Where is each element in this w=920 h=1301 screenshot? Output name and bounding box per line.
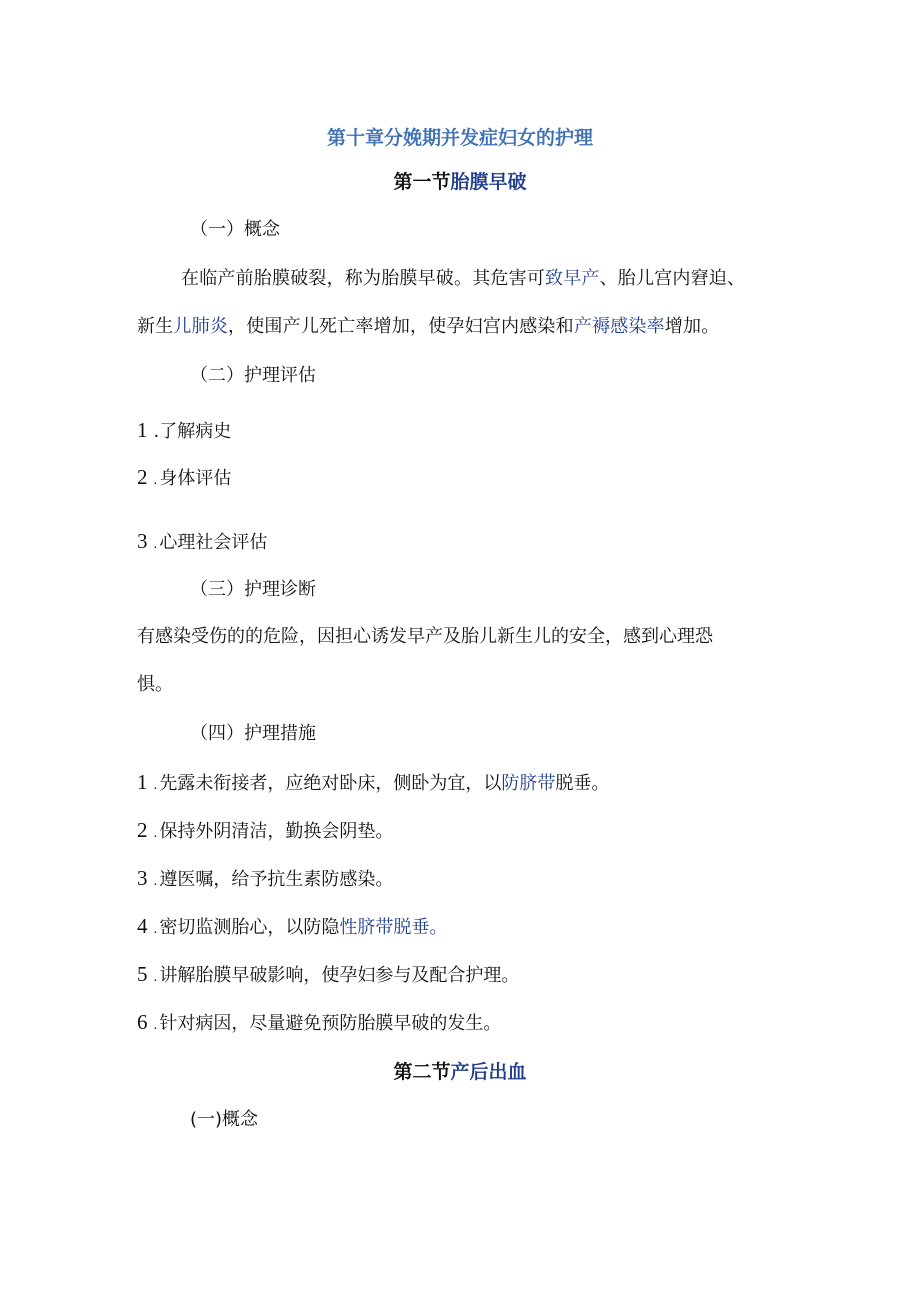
item-number: 3 <box>137 529 148 553</box>
text: 、胎儿宫内窘迫、 <box>599 268 746 289</box>
item-number: 1 <box>137 770 148 794</box>
item-text: 讲解胎膜早破影响，使孕妇参与及配合护理。 <box>159 965 520 986</box>
link[interactable]: 防脐带 <box>501 773 556 794</box>
item-number: 1 <box>137 418 148 442</box>
subheading-measures: （四）护理措施 <box>190 723 316 744</box>
section-link[interactable]: 胎膜早破 <box>450 171 527 193</box>
item-text: .了解病史 <box>153 421 232 442</box>
item-number: 6 <box>137 1010 148 1034</box>
list-item: 1 . 先露未衔接者，应绝对卧床，侧卧为宜，以防脐带脱垂。 <box>137 770 610 794</box>
paragraph-line <box>137 315 719 339</box>
item-number: 2 <box>137 818 148 842</box>
paragraph-line: 惧。 <box>137 674 173 695</box>
list-item: 4 . 密切监测胎心，以防隐性脐带脱垂。 <box>137 914 448 938</box>
list-item: 2 . 身体评估 <box>137 465 232 489</box>
section-prefix: 第二节 <box>393 1061 451 1083</box>
item-text: 心理社会评估 <box>159 532 268 553</box>
link[interactable]: 性脐带脱垂。 <box>339 917 448 938</box>
list-item: 5 . 讲解胎膜早破影响，使孕妇参与及配合护理。 <box>137 962 520 986</box>
section-link[interactable]: 产后出血 <box>450 1061 527 1083</box>
subheading-concept: （一）概念 <box>190 219 280 240</box>
list-item: 3 . 心理社会评估 <box>137 529 268 553</box>
item-number: 4 <box>137 914 148 938</box>
item-text: 先露未衔接者，应绝对卧床，侧卧为宜，以 <box>159 773 502 794</box>
item-text: 密切监测胎心，以防隐 <box>159 917 340 938</box>
item-number: 3 <box>137 866 148 890</box>
item-number: 5 <box>137 962 148 986</box>
item-text: 保持外阴清洁，勤换会阴垫。 <box>159 821 394 842</box>
section-heading-2 <box>0 1060 920 1084</box>
subheading-concept: (一)概念 <box>190 1109 259 1130</box>
subheading-assessment: （二）护理评估 <box>190 365 316 386</box>
text: ，使围产儿死亡率增加，使孕妇宫内感染和 <box>228 316 574 337</box>
item-text: 遵医嘱，给予抗生素防感染。 <box>159 869 394 890</box>
item-text: 身体评估 <box>159 468 232 489</box>
text: 增加。 <box>664 316 720 337</box>
list-item: 2 . 保持外阴清洁，勤换会阴垫。 <box>137 818 394 842</box>
paragraph-line: 有感染受伤的的危险，因担心诱发早产及胎儿新生儿的安全，感到心理恐 <box>137 626 713 647</box>
subheading-diagnosis: （三）护理诊断 <box>190 579 316 600</box>
item-text: 脱垂。 <box>555 773 610 794</box>
section-heading-1 <box>0 170 920 194</box>
item-number: 2 <box>137 465 148 489</box>
item-text: 针对病因，尽量避免预防胎膜早破的发生。 <box>159 1013 502 1034</box>
list-item: 6 . 针对病因，尽量避免预防胎膜早破的发生。 <box>137 1010 502 1034</box>
text: 在临产前胎膜破裂，称为胎膜早破。其危害可 <box>181 268 545 289</box>
chapter-title: 第十章分娩期并发症妇女的护理 <box>326 127 593 149</box>
list-item <box>137 418 231 444</box>
paragraph-line <box>181 267 745 291</box>
link[interactable]: 儿肺炎 <box>173 316 229 337</box>
link[interactable]: 致早产 <box>545 268 600 289</box>
link[interactable]: 产褥感染率 <box>573 316 665 337</box>
list-item: 3 . 遵医嘱，给予抗生素防感染。 <box>137 866 394 890</box>
section-prefix: 第一节 <box>393 171 451 193</box>
text: 新生 <box>137 316 174 337</box>
